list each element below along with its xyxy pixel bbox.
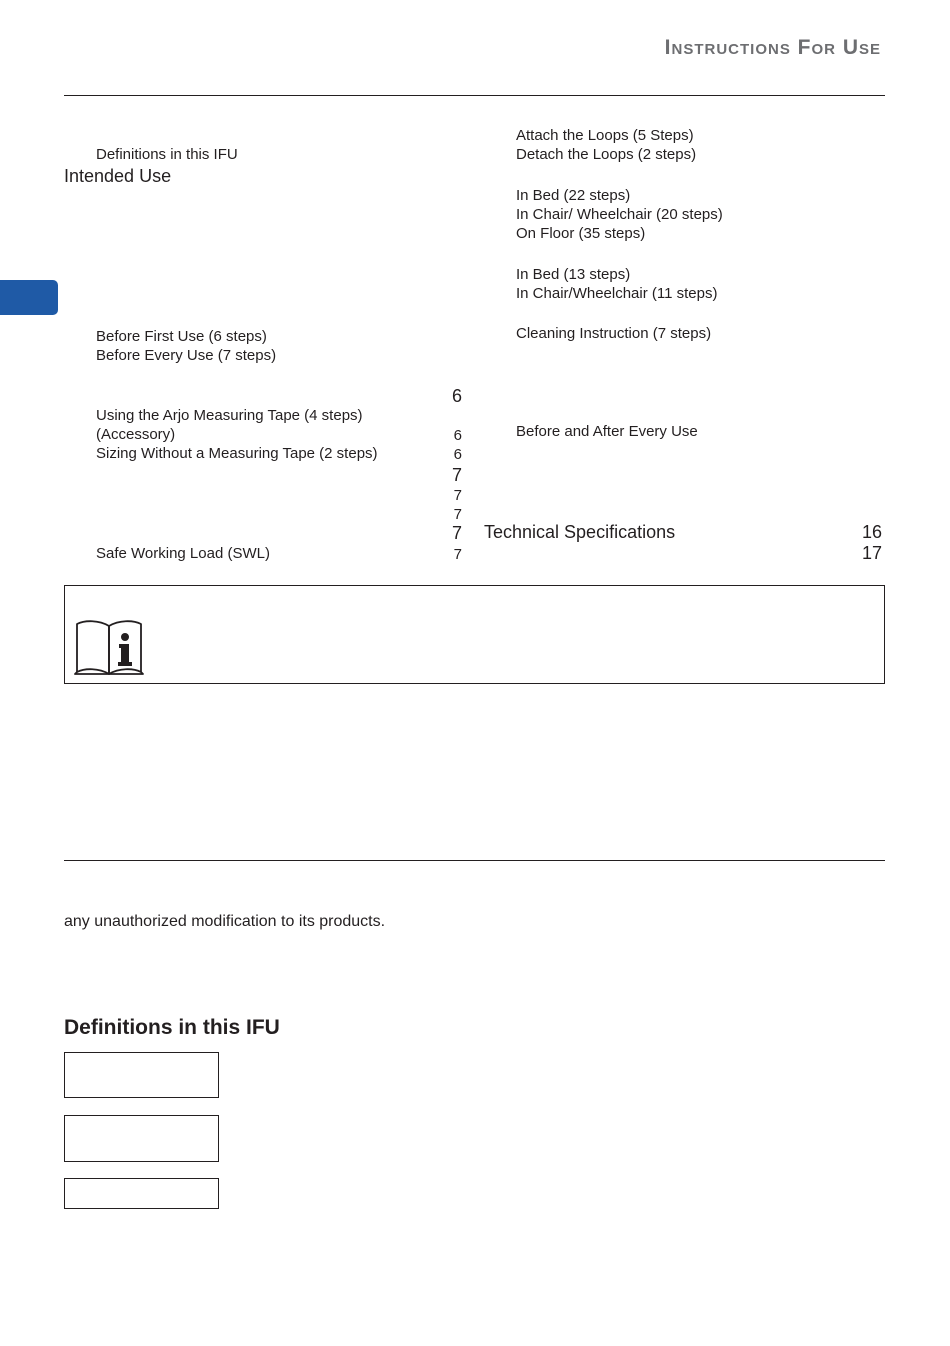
toc-page-number: 6: [451, 386, 462, 406]
header-divider: [64, 95, 885, 96]
toc-entry-intended-use[interactable]: Intended Use: [64, 166, 172, 186]
toc-entry-safe-working-load[interactable]: Safe Working Load (SWL): [96, 545, 270, 562]
read-instructions-notice-box: [64, 585, 885, 684]
definition-label-box: [64, 1178, 219, 1209]
section-divider: [64, 860, 885, 861]
toc-page-number: 7: [453, 546, 462, 563]
toc-entry-in-chair-20[interactable]: In Chair/ Wheelchair (20 steps): [516, 206, 723, 223]
toc-entry-in-chair-11[interactable]: In Chair/Wheelchair (11 steps): [516, 285, 718, 302]
toc-entry-attach-loops[interactable]: Attach the Loops (5 Steps): [516, 127, 694, 144]
definition-label-box: [64, 1115, 219, 1162]
toc-page-number: 6: [453, 446, 462, 463]
toc-page-number: 6: [453, 427, 462, 444]
read-instructions-manual-icon: [73, 618, 145, 681]
toc-entry-cleaning[interactable]: Cleaning Instruction (7 steps): [516, 325, 712, 342]
toc-entry-sizing-without-tape[interactable]: Sizing Without a Measuring Tape (2 steps): [96, 445, 378, 462]
toc-page-number: 16: [861, 522, 882, 542]
toc-entry-before-every-use[interactable]: Before Every Use (7 steps): [96, 347, 277, 364]
definition-label-box: [64, 1052, 219, 1098]
toc-entry-definitions[interactable]: Definitions in this IFU: [96, 146, 238, 163]
toc-entry-in-bed-22[interactable]: In Bed (22 steps): [516, 187, 631, 204]
toc-entry-technical-specifications[interactable]: Technical Specifications: [484, 522, 676, 542]
toc-entry-detach-loops[interactable]: Detach the Loops (2 steps): [516, 146, 697, 163]
toc-page-number: 7: [451, 523, 462, 543]
toc-page-number: 7: [453, 506, 462, 523]
toc-entry-before-first-use[interactable]: Before First Use (6 steps): [96, 328, 267, 345]
toc-entry-in-bed-13[interactable]: In Bed (13 steps): [516, 266, 631, 283]
toc-page-number: 7: [451, 465, 462, 485]
modification-disclaimer-text: any unauthorized modification to its products.: [64, 913, 386, 930]
toc-entry-measuring-tape-accessory[interactable]: (Accessory): [96, 426, 176, 443]
chapter-side-tab: [0, 280, 58, 315]
toc-entry-before-after-use[interactable]: Before and After Every Use: [516, 423, 698, 440]
toc-entry-measuring-tape[interactable]: Using the Arjo Measuring Tape (4 steps): [96, 407, 363, 424]
toc-page-number: 7: [453, 487, 462, 504]
page-header-title: Instructions For Use: [664, 36, 881, 59]
definitions-heading: Definitions in this IFU: [64, 1016, 280, 1039]
toc-entry-on-floor-35[interactable]: On Floor (35 steps): [516, 225, 646, 242]
toc-page-number: 17: [861, 543, 882, 563]
